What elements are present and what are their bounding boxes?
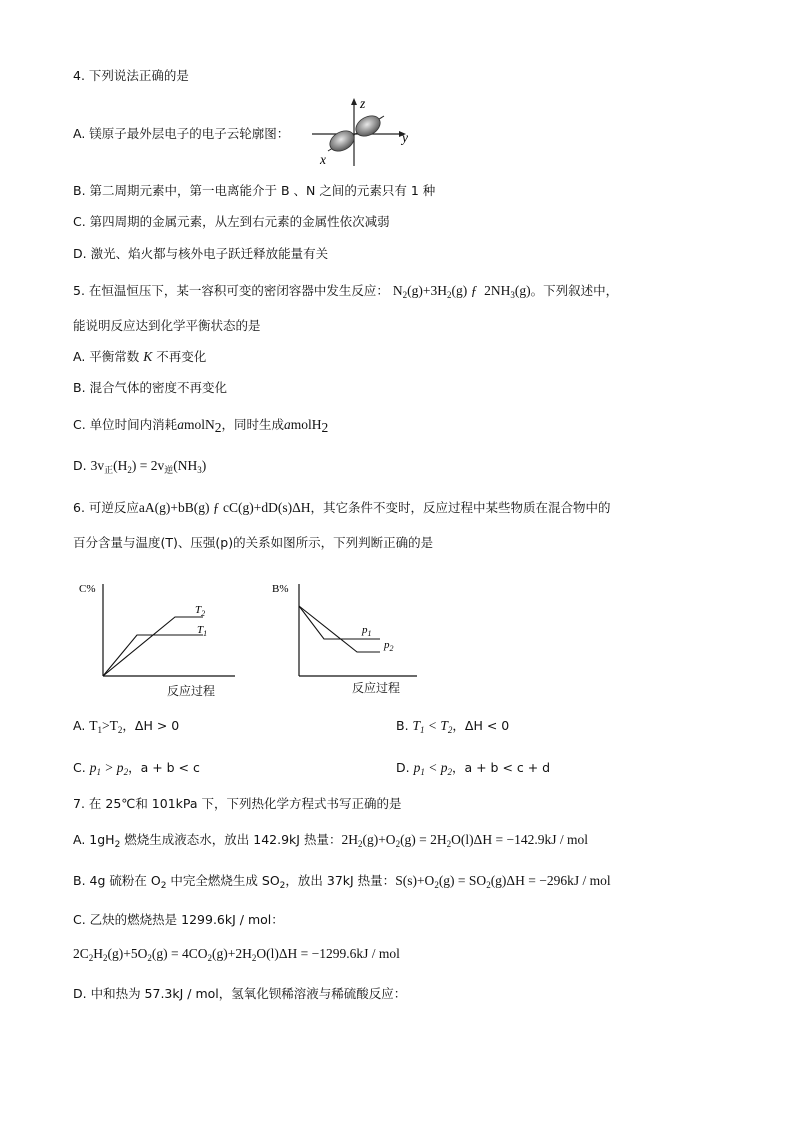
t2-curve: [103, 617, 203, 676]
graph-c-percent: [75, 578, 245, 701]
c-xlabel: 反应过程: [167, 684, 216, 698]
q7-option-b: B. 4g 硫粉在 $O_2$ 中完全燃烧生成 $SO_2$，放出 37kJ 热量：$S(s)+O_2(g) = SO_2(g)\Delta H = -296kJ$ / mol: [73, 873, 611, 891]
q7-option-d: D. 中和热为 57.3kJ / mol，氢氧化钡稀溶液与稀硫酸反应：: [73, 986, 407, 1001]
p1-label: $p_1$: [362, 624, 372, 638]
q7-option-a: A. $1gH_2$ 燃烧生成液态水，放出 142.9kJ 热量：$2H_2(g)+O_2(g) = 2H_2O(l)\Delta H = -142.9kJ$ / mol: [73, 832, 588, 850]
q4-option-b: B. 第二周期元素中，第一电离能介于 B 、N 之间的元素只有 1 种: [73, 183, 436, 198]
t2-label: $T_2$: [195, 604, 206, 618]
q6-option-d: D. $p_1 < p_2$，a + b < c + d: [396, 760, 551, 777]
q5-option-b: B. 混合气体的密度不再变化: [73, 380, 228, 395]
q4-option-d: D. 激光、焰火都与核外电子跃迁释放能量有关: [73, 246, 329, 261]
q6-option-a: A. $T_1>T_2$，ΔH > 0: [73, 718, 180, 735]
q6-option-b: B. $T_1 < T_2$，ΔH < 0: [396, 718, 510, 735]
orbital-diagram: [306, 96, 416, 171]
b-xlabel: 反应过程: [352, 681, 401, 695]
q4-stem: 4. 下列说法正确的是: [73, 68, 189, 83]
t1-curve: [103, 635, 203, 676]
q7-option-c: C. 乙炔的燃烧热是 1299.6kJ / mol：: [73, 912, 284, 927]
q5-stem-line2: 能说明反应达到化学平衡状态的是: [73, 318, 261, 333]
q6-equation: aA(g)+bB(g) ƒ cC(g)+dD(s)ΔH: [138, 500, 311, 515]
q4-option-a: A. 镁原子最外层电子的电子云轮廓图：: [73, 126, 290, 141]
x-axis-label: x: [320, 152, 326, 167]
z-axis-label: z: [360, 96, 366, 111]
q5-option-a: A. 平衡常数 K 不再变化: [73, 349, 207, 364]
p2-label: $p_2$: [384, 639, 394, 653]
q4-option-c: C. 第四周期的金属元素，从左到右元素的金属性依次减弱: [73, 214, 390, 229]
q7-stem: 7. 在 25℃和 101kPa 下，下列热化学方程式书写正确的是: [73, 796, 402, 811]
b-percent-label: B%: [272, 583, 289, 595]
q6-option-c: C. $p_1 > p_2$，a + b < c: [73, 760, 200, 777]
q5-option-c: C. 单位时间内消耗amolN$_2$，同时生成amolH$_2$: [73, 417, 329, 435]
q6-stem: 6. 可逆反应aA(g)+bB(g) ƒ cC(g)+dD(s)ΔH，其它条件不变时，反应过程中某些物质在混合物中的: [73, 500, 611, 515]
q6-stem-line2: 百分含量与温度(T)、压强(p)的关系如图所示，下列判断正确的是: [73, 535, 434, 550]
t1-label: $T_1$: [197, 624, 208, 638]
q5-stem: 5. 在恒温恒压下，某一容积可变的密闭容器中发生反应： $N_2(g)+3H_2(g)$ ƒ $2NH_3(g)$。下列叙述中，: [73, 283, 619, 300]
y-axis-label: y: [402, 130, 408, 145]
q7-option-c-equation: $2C_2H_2(g)+5O_2(g) = 4CO_2(g)+2H_2O(l)\Delta H = -1299.6kJ$ / mol: [73, 946, 400, 963]
graph-b-percent: [272, 578, 422, 701]
q5-option-d: D. $3v_正(H_2) = 2v_逆(NH_3)$: [73, 458, 207, 475]
q5-equation: $N_2(g)+3H_2(g)$ ƒ $2NH_3(g)$: [392, 283, 531, 300]
c-percent-label: C%: [79, 583, 96, 595]
